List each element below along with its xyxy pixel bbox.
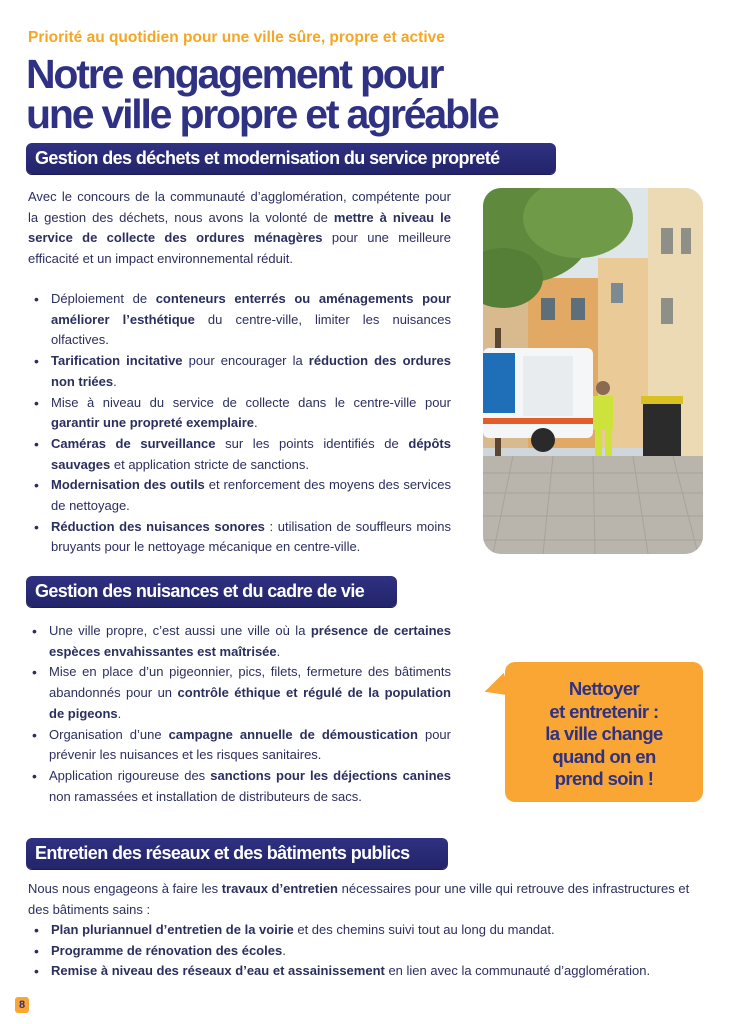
body-text: pour encourager la [182, 353, 309, 369]
callout-line-3: la ville change [545, 723, 663, 744]
page-title [26, 51, 498, 137]
emphasis-text: sanctions pour les déjections canines [210, 767, 451, 783]
list-item [30, 289, 451, 351]
callout-line-2: et entretenir : [549, 700, 659, 722]
emphasis-text: Plan pluriannuel d’entretien de la voirie [51, 922, 294, 937]
list-item [28, 725, 451, 766]
body-text: . [113, 373, 117, 389]
emphasis-text: travaux d’entretien [221, 881, 339, 896]
emphasis-text: dépôts sauvages [51, 435, 451, 472]
emphasis-text: Réduction des nuisances sonores [51, 518, 265, 534]
list-item [30, 475, 451, 516]
body-text: Mise à niveau du service de collecte dans le centre-ville pour [51, 394, 451, 410]
list-item [30, 351, 451, 392]
body-text: et des chemins suivi tout au long du mandat. [293, 922, 555, 937]
section1-bullet-list [30, 289, 451, 558]
section-heading-nuisances: Gestion des nuisances et du cadre de vie [26, 576, 397, 607]
body-text: . [254, 415, 258, 431]
page-number: 8 [15, 997, 29, 1013]
street-cleaning-photo [483, 188, 703, 554]
body-text: . [276, 643, 281, 659]
section1-intro [28, 187, 451, 270]
body-text: : utilisation de souffleurs moins bruyants pour le nettoyage mécanique en centre-ville. [51, 518, 451, 555]
list-item [28, 766, 451, 807]
emphasis-text: Remise à niveau des réseaux d’eau et assainissement [51, 963, 385, 979]
body-text: . [117, 705, 122, 721]
list-item [30, 941, 704, 962]
callout-line-4: quand on en [552, 745, 656, 767]
emphasis-text: mettre à niveau le service de collecte des ordures ménagères [28, 209, 452, 246]
section3-intro [28, 879, 704, 920]
body-text: et application stricte de sanctions. [110, 456, 309, 472]
emphasis-text: Tarification incitative [51, 353, 183, 369]
body-text: Organisation d’une [49, 726, 169, 742]
emphasis-text: Modernisation des outils [51, 477, 205, 493]
emphasis-text: campagne annuelle de démoustication [168, 726, 418, 742]
body-text: pour une meilleure efficacité et un impact environnemental réduit. [28, 230, 451, 267]
body-text: . [282, 942, 286, 958]
emphasis-text: Programme de rénovation des écoles [51, 942, 283, 958]
title-line-2: une ville propre et agréable [26, 91, 498, 137]
emphasis-text: Caméras de surveillance [51, 435, 216, 451]
body-text: en lien avec la communauté d’agglomération. [384, 963, 651, 979]
list-item [30, 517, 451, 558]
title-line-1: Notre engagement pour [26, 51, 443, 97]
section-heading-networks: Entretien des réseaux et des bâtiments publics [26, 838, 448, 869]
body-text: nécessaires pour une ville qui retrouve des infrastructures et des bâtiments sains : [28, 881, 690, 917]
emphasis-text: réduction des ordures non triées [51, 353, 451, 389]
body-text: pour prévenir les nuisances et les risques sanitaires. [49, 726, 451, 763]
body-text: et renforcement des moyens des services de nettoyage. [51, 477, 451, 514]
list-item [30, 961, 704, 982]
body-text: Application rigoureuse des [49, 767, 211, 783]
emphasis-text: garantir une propreté exemplaire [51, 415, 255, 431]
body-text: non ramassées et installation de distributeurs de sacs. [49, 788, 362, 804]
section3-bullet-list [30, 920, 704, 982]
callout-bubble [505, 662, 703, 802]
callout-line-1: Nettoyer [568, 678, 640, 699]
list-item [28, 662, 451, 724]
body-text: Avec le concours de la communauté d’agglomération, compétente pour la gestion des déchets, nous avons la volonté de [28, 189, 451, 225]
body-text: Mise en place d’un pigeonnier, pics, filets, fermeture des bâtiments abandonnés pour un [49, 664, 451, 701]
body-text: du centre-ville, limiter les nuisances olfactives. [51, 311, 451, 348]
list-item [30, 920, 704, 941]
list-item [30, 393, 451, 434]
body-text: Nous nous engageons à faire les [28, 881, 222, 896]
list-item [28, 621, 451, 662]
callout-line-5: prend soin ! [554, 768, 654, 789]
emphasis-text: contrôle éthique et régulé de la population de pigeons [49, 685, 451, 721]
body-text: Déploiement de [51, 291, 156, 306]
emphasis-text: conteneurs enterrés ou aménagements pour améliorer l’esthétique [51, 291, 451, 327]
body-text: sur les points identifiés de [215, 435, 409, 451]
page-kicker: Priorité au quotidien pour une ville sûre, propre et active [28, 29, 445, 46]
emphasis-text: présence de certaines espèces envahissantes est maîtrisée [49, 623, 451, 659]
section-heading-waste: Gestion des déchets et modernisation du service propreté [26, 143, 556, 174]
photo-illustration [483, 188, 703, 554]
section2-bullet-list [28, 621, 451, 807]
list-item [30, 434, 451, 475]
body-text: Une ville propre, c’est aussi une ville où la [49, 623, 311, 638]
